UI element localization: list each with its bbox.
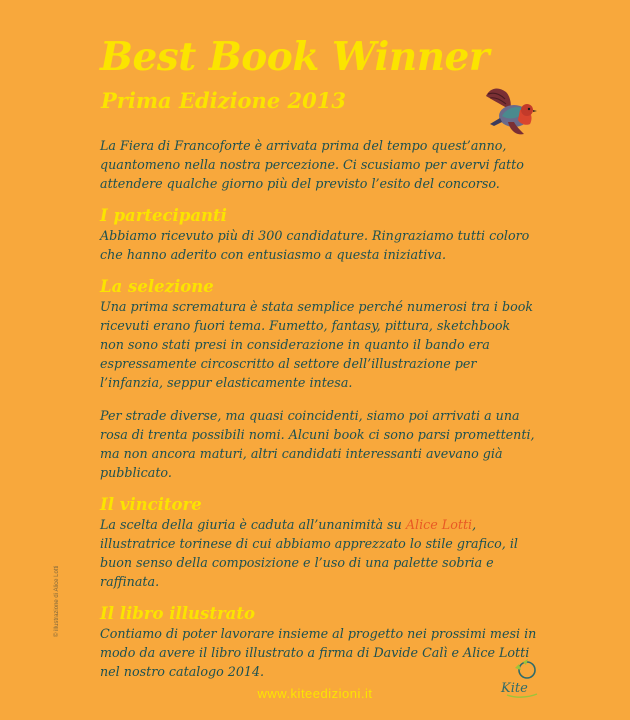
intro-paragraph: La Fiera di Francoforte è arrivata prima del tempo quest’anno, quantomeno nella nostra percezione. Ci scusiamo per avervi fatto attendere qualche giorno più del previsto l’esito del concorso. xyxy=(100,138,524,191)
section-heading-winner: Il vincitore xyxy=(100,495,202,514)
section-heading-book: Il libro illustrato xyxy=(100,604,255,623)
bird-illustration-icon xyxy=(478,82,538,140)
kite-logo-icon xyxy=(497,656,543,700)
book-paragraph: Contiamo di poter lavorare insieme al progetto nei prossimi mesi in modo da avere il libro illustrato a firma di Davide Calì e Alice Lotti nel nostro catalogo 2014. xyxy=(100,626,537,679)
section-participants xyxy=(100,205,538,264)
winner-text-after: , illustratrice torinese di cui abbiamo apprezzato lo stile grafico, il buon senso della composizione e l’uso di una palette sobria e raffinata. xyxy=(100,517,518,589)
winner-name: Alice Lotti xyxy=(405,517,473,532)
section-heading-selection: La selezione xyxy=(100,277,214,296)
section-heading-participants: I partecipanti xyxy=(100,206,227,225)
section-winner xyxy=(100,494,538,591)
selection-paragraph-1: Una prima scrematura è stata semplice perché numerosi tra i book ricevuti erano fuori tema. Fumetto, fantasy, pittura, sketchbook non sono stati presi in considerazione in quanto il bando era espressamente circoscritto al settore dell’illustrazione per l’infanzia, seppur elasticamente intesa. xyxy=(100,299,534,390)
article-body xyxy=(100,136,538,681)
participants-paragraph: Abbiamo ricevuto più di 300 candidature. Ringraziamo tutti coloro che hanno aderito con entusiasmo a questa iniziativa. xyxy=(100,228,530,262)
winner-text-before: La scelta della giuria è caduta all’unanimità su xyxy=(100,517,406,532)
page-title: Best Book Winner xyxy=(100,34,489,80)
selection-paragraph-2: Per strade diverse, ma quasi coincidenti, siamo poi arrivati a una rosa di trenta possibili nomi. Alcuni book ci sono parsi promettenti, ma non ancora maturi, altri candidati interessanti avevano già pubblicato. xyxy=(100,408,535,480)
page-subtitle: Prima Edizione 2013 xyxy=(101,88,346,113)
section-selection xyxy=(100,276,538,482)
svg-text:Kite: Kite xyxy=(501,681,528,696)
illustration-credit: © illustrazione di Alice Lotti xyxy=(54,565,60,637)
section-book xyxy=(100,603,538,681)
winner-paragraph xyxy=(100,515,538,591)
website-link[interactable]: www.kiteedizioni.it xyxy=(257,686,373,701)
